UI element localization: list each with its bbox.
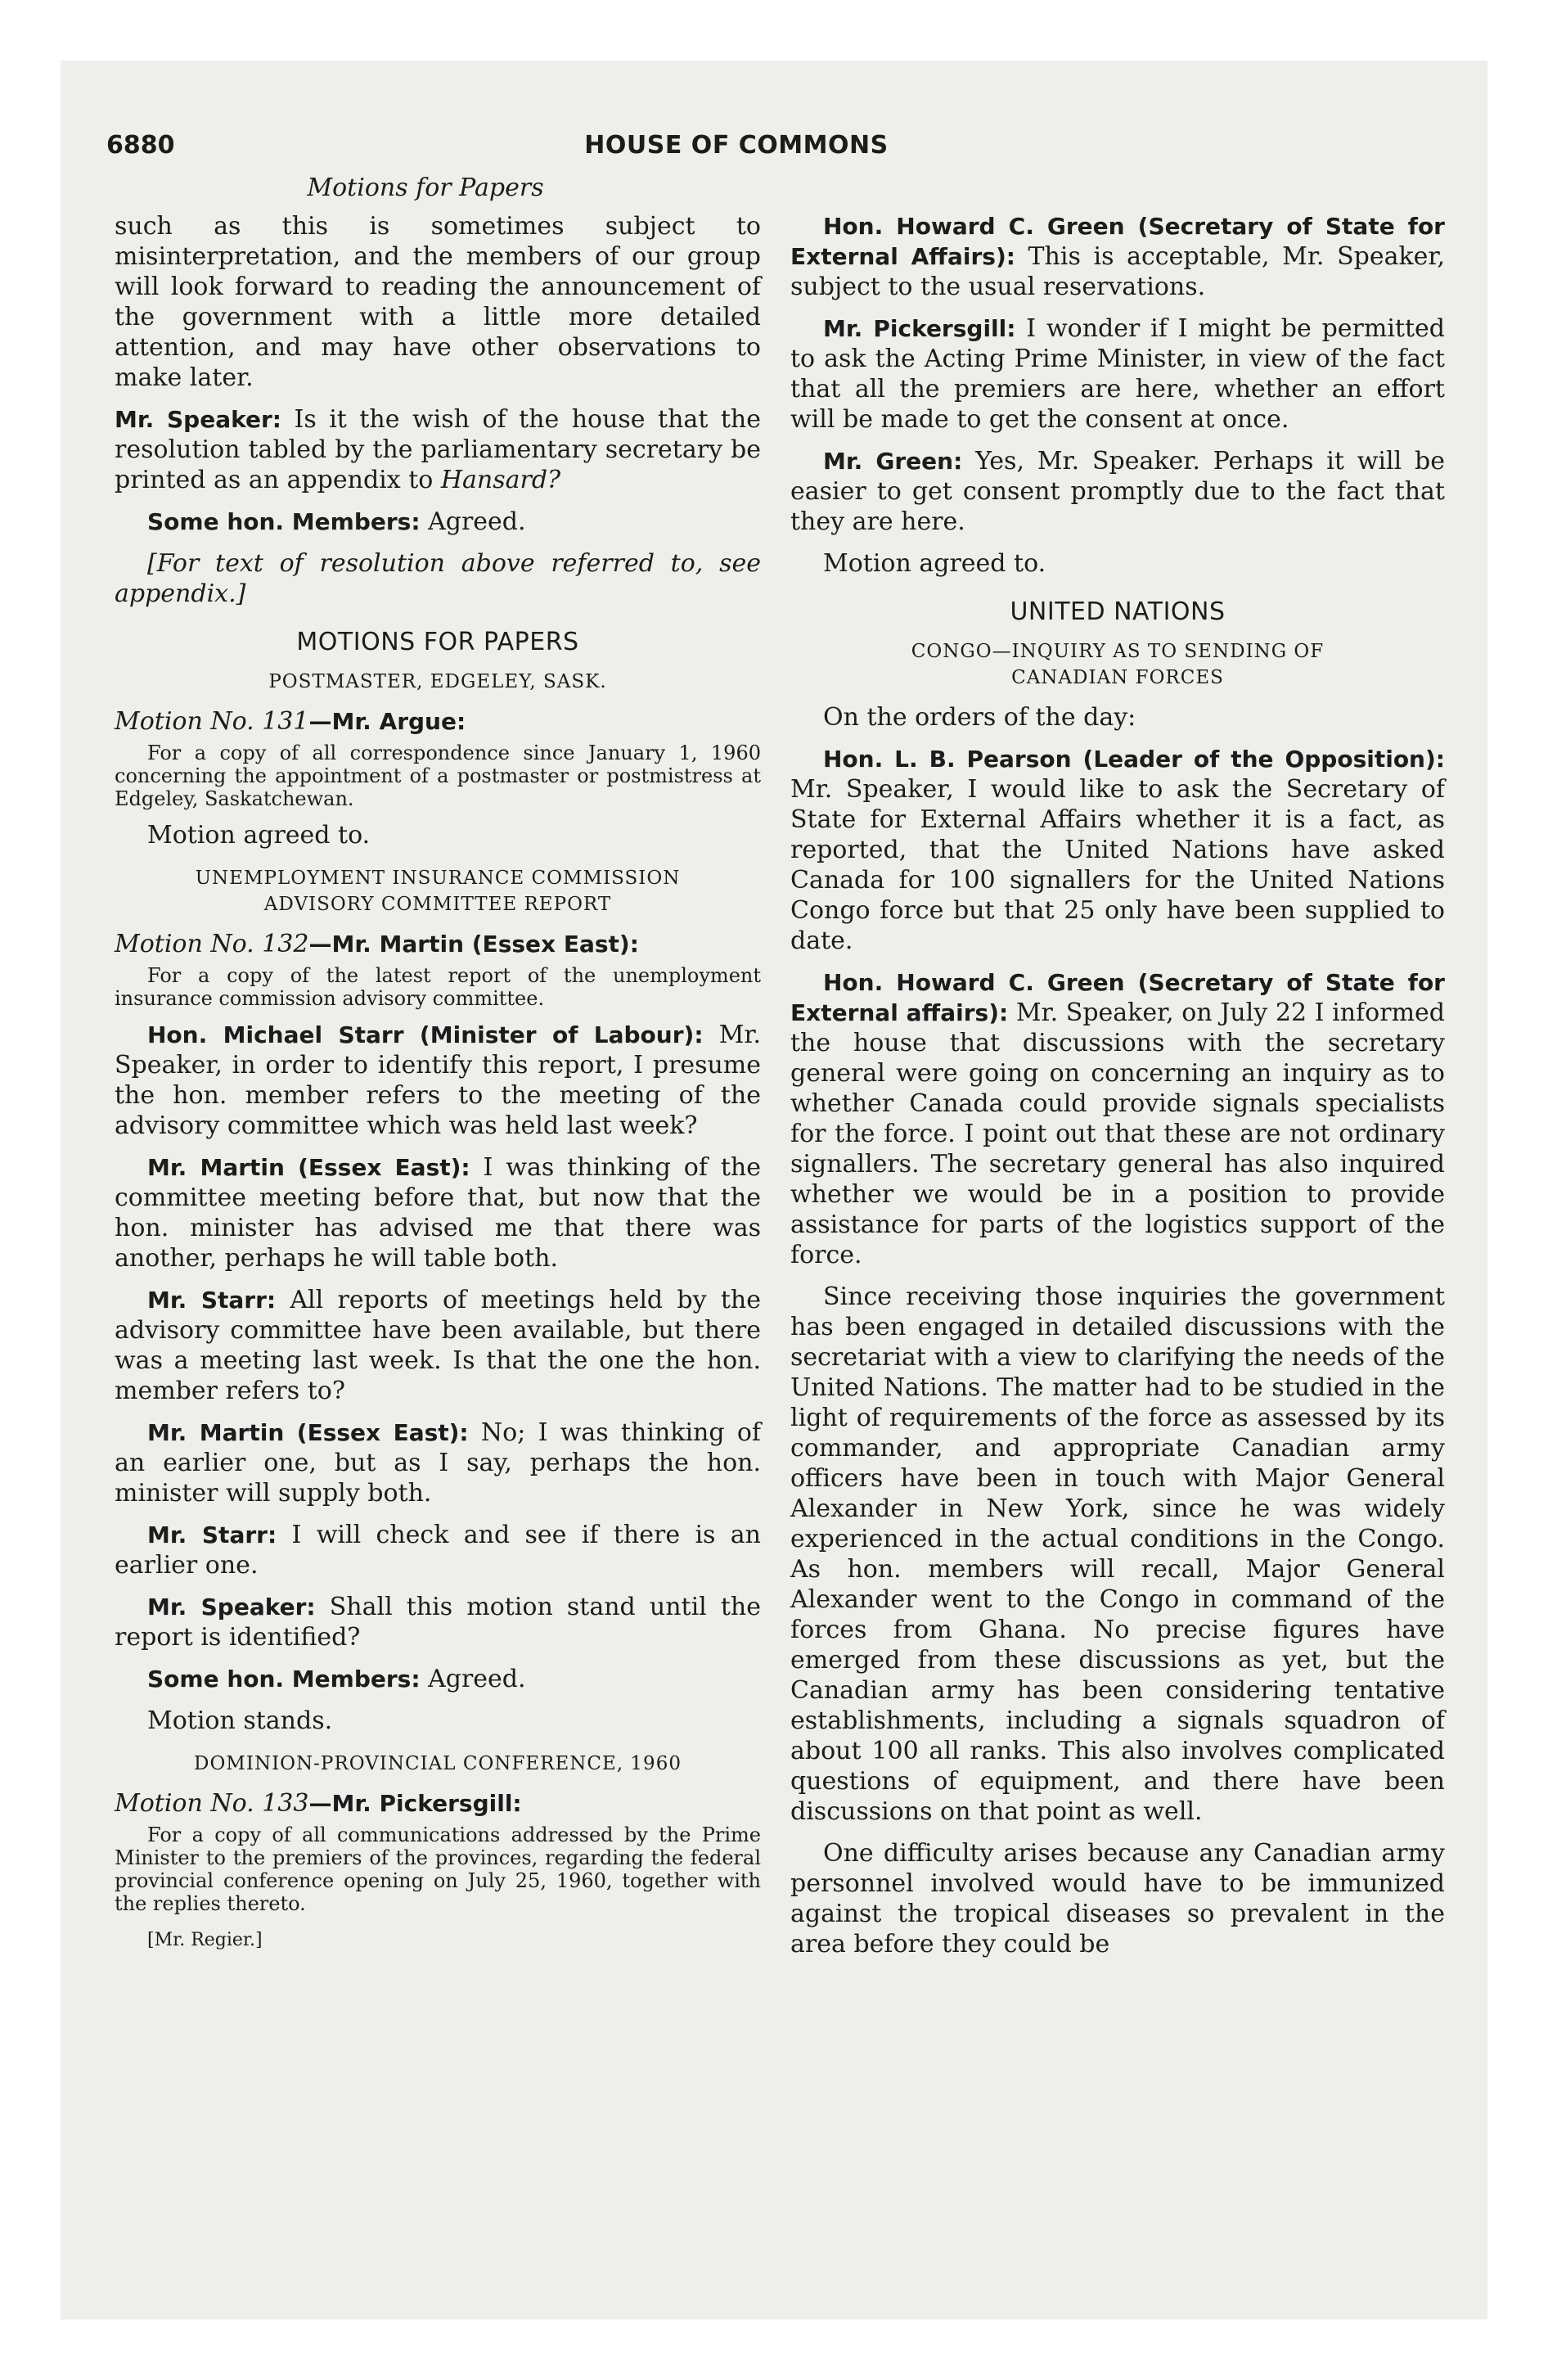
motion-number: Motion No. 133: [115, 1789, 309, 1818]
motion-header: [115, 706, 761, 737]
paragraph: such as this is sometimes subject to misinterpretation, and the members of our group will look forward to reading the announcement of the government with a little more detailed attention, and may have other observations to make later.: [115, 212, 761, 392]
motion-number: Motion No. 132: [115, 930, 309, 958]
speech-text: Agreed.: [420, 1665, 526, 1693]
motion-mover: —Mr. Pickersgill:: [308, 1790, 522, 1817]
subsection-heading-line: ADVISORY COMMITTEE REPORT: [263, 894, 612, 915]
speech-text: No; I was thinking of an earlier one, but as I say, perhaps the hon. minister will supply both.: [115, 1418, 761, 1508]
journal-title: HOUSE OF COMMONS: [584, 131, 889, 160]
speech-text: Shall this motion stand until the report is identified?: [115, 1593, 761, 1652]
speech-text: Is it the wish of the house that the resolution tabled by the parliamentary secretary be printed as an appendix to: [115, 405, 761, 494]
speaker-name: Mr. Martin (Essex East):: [147, 1154, 470, 1181]
speech-text: Mr. Speaker, in order to identify this report, I presume the hon. member refers to the meeting of the advisory committee which was held last week?: [115, 1021, 762, 1140]
speech-italic: Hansard?: [440, 466, 561, 494]
speech-text: Agreed.: [420, 507, 526, 536]
paragraph: Motion agreed to.: [823, 549, 1046, 578]
paragraph: Motion stands.: [147, 1706, 333, 1735]
paragraph: [115, 1520, 761, 1580]
speaker-name: Hon. L. B. Pearson (Leader of the Opposition):: [823, 746, 1445, 773]
motion-mover: —Mr. Martin (Essex East):: [308, 931, 639, 958]
subsection-heading: DOMINION-PROVINCIAL CONFERENCE, 1960: [194, 1753, 682, 1774]
paragraph: [790, 313, 1445, 435]
speaker-name: Hon. Howard C. Green (Secretary of State for External affairs):: [790, 969, 1445, 1026]
motion-header: [115, 1788, 761, 1819]
speech-text: Mr. Speaker, on July 22 I informed the house that discussions with the secretary general were going on concerning an inquiry as to whether Canada could provide signals specialists for the force. I point out that these are not ordinary signallers. The secretary general has also inquired whether we would be in a position to provide assistance for parts of the logistics support of the force.: [790, 998, 1445, 1269]
motion-mover: —Mr. Argue:: [308, 708, 466, 735]
subsection-heading-line: CANADIAN FORCES: [1011, 667, 1224, 688]
section-heading: UNITED NATIONS: [1010, 597, 1226, 626]
speaker-name: Mr. Martin (Essex East):: [147, 1419, 469, 1446]
speaker-name: Hon. Howard C. Green (Secretary of State for External Affairs):: [790, 213, 1445, 270]
editorial-note: [For text of resolution above referred to, see appendix.]: [115, 549, 761, 608]
paragraph: [115, 1285, 761, 1406]
subsection-heading-line: CONGO—INQUIRY AS TO SENDING OF: [911, 641, 1325, 662]
running-head: Motions for Papers: [307, 174, 544, 202]
motion-text: For a copy of all communications addressed by the Prime Minister to the premiers of the provinces, regarding the federal provincial conference opening on July 25, 1960, together with the replies thereto.: [115, 1823, 761, 1915]
speech-text: This is acceptable, Mr. Speaker, subject to the usual reservations.: [790, 242, 1445, 301]
left-column: [115, 211, 761, 1955]
subsection-heading-line: UNEMPLOYMENT INSURANCE COMMISSION: [195, 868, 681, 889]
paragraph: One difficulty arises because any Canadian army personnel involved would have to be immunized against the tropical diseases so prevalent in the area before they could be: [790, 1839, 1445, 1959]
speech-text: Yes, Mr. Speaker. Perhaps it will be easier to get consent promptly due to the fact that they are here.: [790, 447, 1445, 536]
right-column: [790, 211, 1445, 1971]
speaker-name: Mr. Pickersgill:: [823, 315, 1016, 342]
subsection-heading: [790, 638, 1445, 691]
paragraph: [115, 404, 761, 495]
speech-text: I will check and see if there is an earlier one.: [115, 1521, 761, 1580]
paragraph: [115, 1592, 761, 1652]
paragraph: [115, 507, 761, 537]
speaker-name: Mr. Speaker:: [147, 1593, 316, 1620]
paragraph: [115, 1418, 761, 1508]
speech-text: Mr. Speaker, I would like to ask the Secretary of State for External Affairs whether it is a fact, as reported, that the United Nations have asked Canada for 100 signallers for the United Nations Congo force but that 25 only have been supplied to date.: [790, 775, 1445, 955]
speaker-name: Some hon. Members:: [147, 1666, 421, 1693]
paragraph: [790, 446, 1445, 537]
page-header: [106, 131, 1366, 172]
speech-text: All reports of meetings held by the advisory committee have been available, but there was a meeting last week. Is that the one the hon. member refers to?: [115, 1286, 762, 1405]
paragraph: [115, 1152, 761, 1273]
speaker-name: Mr. Starr:: [147, 1521, 277, 1548]
section-heading: MOTIONS FOR PAPERS: [296, 628, 579, 656]
paragraph: [790, 967, 1445, 1270]
speaker-name: Mr. Starr:: [147, 1287, 277, 1314]
motion-text: For a copy of the latest report of the unemployment insurance commission advisory committee.: [115, 964, 761, 1010]
speech-text: I wonder if I might be permitted to ask the Acting Prime Minister, in view of the fact that all the premiers are here, whether an effort will be made to get the consent at once.: [790, 314, 1445, 434]
speech-text: I was thinking of the committee meeting before that, but now that the hon. minister has advised me that there was another, perhaps he will table both.: [115, 1153, 761, 1273]
paragraph: On the orders of the day:: [823, 703, 1136, 732]
footer-tag: [Mr. Regier.]: [147, 1930, 263, 1950]
page-number: 6880: [106, 131, 175, 160]
motion-text: For a copy of all correspondence since January 1, 1960 concerning the appointment of a postmaster or postmistress at Edgeley, Saskatchewan.: [115, 741, 761, 810]
paragraph: Since receiving those inquiries the government has been engaged in detailed discussions with the secretariat with a view to clarifying the needs of the United Nations. The matter had to be studied in the light of requirements of the force as assessed by its commander, and appropriate Canadian army officers have been in touch with Major General Alexander in New York, since he was widely experienced in the actual conditions in the Congo. As hon. members will recall, Major General Alexander went to the Congo in command of the forces from Ghana. No precise figures have emerged from these discussions as yet, but the Canadian army has been considering tentative establishments, including a signals squadron of about 100 all ranks. This also involves complicated questions of equipment, and there have been discussions on that point as well.: [790, 1282, 1445, 1826]
paragraph: [115, 1664, 761, 1694]
speaker-name: Hon. Michael Starr (Minister of Labour):: [147, 1021, 704, 1048]
speaker-name: Mr. Green:: [823, 448, 963, 475]
paragraph: [790, 211, 1445, 302]
speaker-name: Mr. Speaker:: [115, 406, 281, 433]
motion-header: [115, 929, 761, 959]
subsection-heading: [115, 865, 761, 917]
motion-number: Motion No. 131: [115, 707, 309, 736]
paragraph: [790, 744, 1445, 956]
paragraph: [115, 1020, 761, 1141]
speaker-name: Some hon. Members:: [147, 508, 421, 535]
subsection-heading: POSTMASTER, EDGELEY, SASK.: [268, 671, 607, 692]
motion-result: Motion agreed to.: [147, 821, 371, 850]
